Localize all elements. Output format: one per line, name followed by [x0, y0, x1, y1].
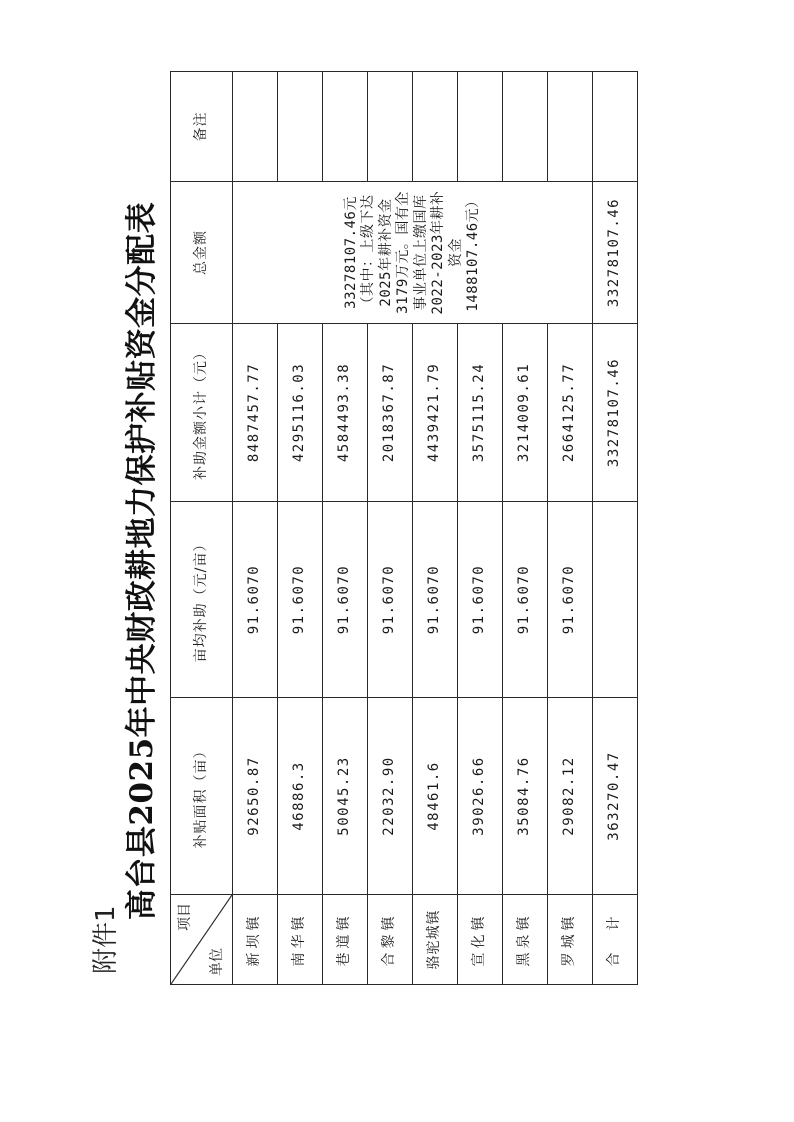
table-header-row — [171, 72, 233, 985]
per-mu-cell: 91.6070 — [368, 502, 413, 698]
header-per-mu: 亩均补助（元/亩） — [171, 502, 233, 698]
header-area: 补贴面积（亩） — [171, 698, 233, 895]
per-mu-cell: 91.6070 — [323, 502, 368, 698]
area-cell: 92650.87 — [233, 698, 278, 895]
remark-cell — [503, 72, 548, 182]
total-note-line: 1488107.46元） — [465, 193, 481, 312]
unit-cell: 宣化镇 — [458, 895, 503, 985]
total-per-mu-cell — [593, 502, 638, 698]
per-mu-cell: 91.6070 — [548, 502, 593, 698]
subtotal-cell: 4295116.03 — [278, 324, 323, 502]
total-note-line: 2022-2023年耕补 — [430, 190, 446, 315]
total-remark-cell — [593, 72, 638, 182]
per-mu-cell: 91.6070 — [233, 502, 278, 698]
unit-cell: 巷道镇 — [323, 895, 368, 985]
area-cell: 46886.3 — [278, 698, 323, 895]
remark-cell — [368, 72, 413, 182]
subtotal-cell: 8487457.77 — [233, 324, 278, 502]
unit-cell: 罗城镇 — [548, 895, 593, 985]
page-title: 高台县2025年中央财政耕地力保护补贴资金分配表 — [124, 201, 160, 921]
total-label-cell: 合 计 — [593, 895, 638, 985]
total-row — [593, 72, 638, 985]
area-cell: 29082.12 — [548, 698, 593, 895]
subtotal-cell: 4584493.38 — [323, 324, 368, 502]
grand-total-cell: 33278107.46 — [593, 182, 638, 324]
header-corner-cell — [171, 895, 233, 985]
area-cell: 39026.66 — [458, 698, 503, 895]
area-cell: 48461.6 — [413, 698, 458, 895]
subtotal-cell: 3575115.24 — [458, 324, 503, 502]
unit-cell: 骆驼城镇 — [413, 895, 458, 985]
subtotal-cell: 2664125.77 — [548, 324, 593, 502]
per-mu-cell: 91.6070 — [278, 502, 323, 698]
total-note-line: 事业单位上缴国库 — [412, 194, 429, 311]
total-note-line: 资金 — [447, 238, 464, 267]
area-cell: 50045.23 — [323, 698, 368, 895]
per-mu-cell: 91.6070 — [458, 502, 503, 698]
header-total: 总金额 — [171, 182, 233, 324]
total-subtotal-cell: 33278107.46 — [593, 324, 638, 502]
total-note-line: 3179万元。国有企 — [395, 191, 411, 314]
corner-label-unit: 单位 — [208, 948, 225, 976]
header-subtotal: 补助金额小计（元） — [171, 324, 233, 502]
remark-cell — [548, 72, 593, 182]
corner-label-project: 项目 — [177, 903, 193, 931]
area-cell: 35084.76 — [503, 698, 548, 895]
unit-cell: 合黎镇 — [368, 895, 413, 985]
remark-cell — [278, 72, 323, 182]
remark-cell — [413, 72, 458, 182]
area-cell: 22032.90 — [368, 698, 413, 895]
total-area-cell: 363270.47 — [593, 698, 638, 895]
total-note-cell — [233, 182, 593, 324]
unit-cell: 新坝镇 — [233, 895, 278, 985]
per-mu-cell: 91.6070 — [503, 502, 548, 698]
subtotal-cell: 4439421.79 — [413, 324, 458, 502]
unit-cell: 南华镇 — [278, 895, 323, 985]
subtotal-cell: 2018367.87 — [368, 324, 413, 502]
per-mu-cell: 91.6070 — [413, 502, 458, 698]
remark-cell — [323, 72, 368, 182]
total-note-line: （其中：上级下达 — [360, 194, 376, 311]
table-row — [233, 72, 278, 985]
attachment-label: 附件1 — [91, 905, 121, 974]
total-note-line: 33278107.46元 — [342, 196, 359, 309]
remark-cell — [233, 72, 278, 182]
remark-cell — [458, 72, 503, 182]
allocation-table — [170, 71, 638, 985]
header-remark: 备注 — [171, 72, 233, 182]
unit-cell: 黑泉镇 — [503, 895, 548, 985]
total-note-line: 2025年耕补资金 — [377, 198, 394, 307]
subtotal-cell: 3214009.61 — [503, 324, 548, 502]
